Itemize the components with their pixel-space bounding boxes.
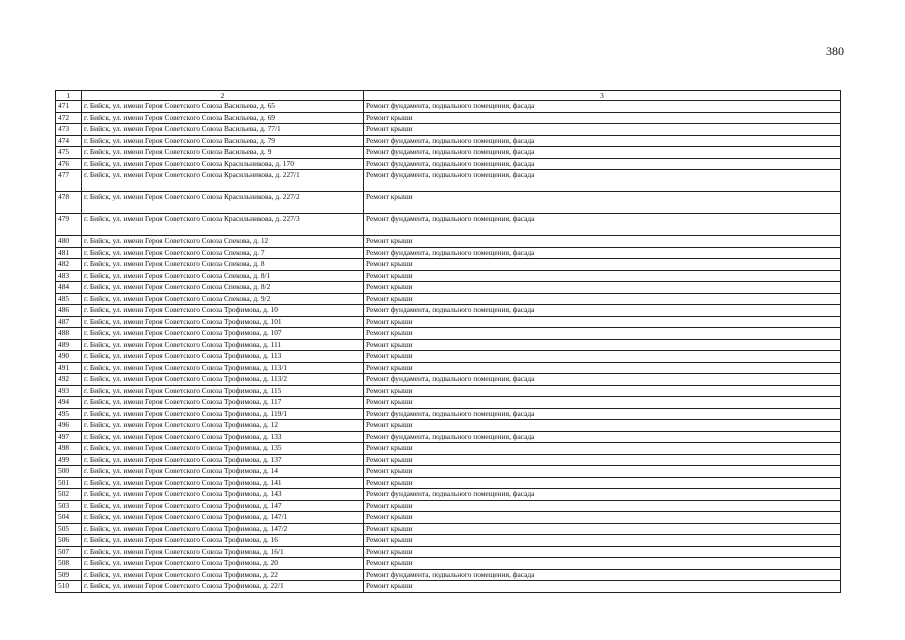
row-work-type: Ремонт крыши bbox=[364, 466, 841, 478]
table-row bbox=[56, 443, 841, 455]
row-address: г. Бийск, ул. имени Героя Советского Союза Трофимова, д. 113 bbox=[82, 351, 364, 363]
row-work-type: Ремонт крыши bbox=[364, 454, 841, 466]
row-address: г. Бийск, ул. имени Героя Советского Союза Трофимова, д. 111 bbox=[82, 339, 364, 351]
row-address: г. Бийск, ул. имени Героя Советского Союза Спекова, д. 8 bbox=[82, 259, 364, 271]
table-row bbox=[56, 247, 841, 259]
table-row bbox=[56, 236, 841, 248]
row-number: 477 bbox=[56, 170, 82, 192]
table-row bbox=[56, 351, 841, 363]
row-work-type: Ремонт фундамента, подвального помещения, фасада bbox=[364, 214, 841, 236]
row-work-type: Ремонт фундамента, подвального помещения, фасада bbox=[364, 170, 841, 192]
row-work-type: Ремонт фундамента, подвального помещения, фасада bbox=[364, 247, 841, 259]
table-body bbox=[56, 91, 841, 593]
row-number: 494 bbox=[56, 397, 82, 409]
row-address: г. Бийск, ул. имени Героя Советского Союза Трофимова, д. 133 bbox=[82, 431, 364, 443]
table-row bbox=[56, 454, 841, 466]
table-row bbox=[56, 512, 841, 524]
row-address: г. Бийск, ул. имени Героя Советского Союза Спекова, д. 8/2 bbox=[82, 282, 364, 294]
row-address: г. Бийск, ул. имени Героя Советского Союза Трофимова, д. 141 bbox=[82, 477, 364, 489]
table-row bbox=[56, 535, 841, 547]
table-header-row bbox=[56, 91, 841, 101]
row-address: г. Бийск, ул. имени Героя Советского Союза Трофимова, д. 147/1 bbox=[82, 512, 364, 524]
row-address: г. Бийск, ул. имени Героя Советского Союза Васильева, д. 9 bbox=[82, 147, 364, 159]
row-work-type: Ремонт фундамента, подвального помещения, фасада bbox=[364, 305, 841, 317]
row-address: г. Бийск, ул. имени Героя Советского Союза Спекова, д. 12 bbox=[82, 236, 364, 248]
row-number: 480 bbox=[56, 236, 82, 248]
header-col-1: 1 bbox=[56, 91, 82, 101]
row-address: г. Бийск, ул. имени Героя Советского Союза Трофимова, д. 101 bbox=[82, 316, 364, 328]
row-number: 472 bbox=[56, 112, 82, 124]
row-address: г. Бийск, ул. имени Героя Советского Союза Васильева, д. 65 bbox=[82, 101, 364, 113]
row-address: г. Бийск, ул. имени Героя Советского Союза Трофимова, д. 143 bbox=[82, 489, 364, 501]
row-number: 506 bbox=[56, 535, 82, 547]
table-row bbox=[56, 431, 841, 443]
table-row bbox=[56, 397, 841, 409]
table-row bbox=[56, 170, 841, 192]
row-address: г. Бийск, ул. имени Героя Советского Союза Трофимова, д. 115 bbox=[82, 385, 364, 397]
row-work-type: Ремонт крыши bbox=[364, 270, 841, 282]
row-work-type: Ремонт крыши bbox=[364, 546, 841, 558]
row-number: 501 bbox=[56, 477, 82, 489]
row-address: г. Бийск, ул. имени Героя Советского Союза Трофимова, д. 107 bbox=[82, 328, 364, 340]
table-row bbox=[56, 158, 841, 170]
table-row bbox=[56, 214, 841, 236]
row-work-type: Ремонт крыши bbox=[364, 385, 841, 397]
row-number: 483 bbox=[56, 270, 82, 282]
table-row bbox=[56, 339, 841, 351]
row-work-type: Ремонт фундамента, подвального помещения, фасада bbox=[364, 147, 841, 159]
table-row bbox=[56, 112, 841, 124]
row-work-type: Ремонт крыши bbox=[364, 558, 841, 570]
row-work-type: Ремонт крыши bbox=[364, 293, 841, 305]
row-number: 503 bbox=[56, 500, 82, 512]
row-number: 485 bbox=[56, 293, 82, 305]
row-number: 502 bbox=[56, 489, 82, 501]
row-number: 495 bbox=[56, 408, 82, 420]
row-number: 500 bbox=[56, 466, 82, 478]
row-address: г. Бийск, ул. имени Героя Советского Союза Трофимова, д. 12 bbox=[82, 420, 364, 432]
row-address: г. Бийск, ул. имени Героя Советского Союза Трофимова, д. 20 bbox=[82, 558, 364, 570]
row-work-type: Ремонт крыши bbox=[364, 420, 841, 432]
table-row bbox=[56, 147, 841, 159]
row-work-type: Ремонт крыши bbox=[364, 512, 841, 524]
row-work-type: Ремонт крыши bbox=[364, 236, 841, 248]
table-row bbox=[56, 385, 841, 397]
row-address: г. Бийск, ул. имени Героя Советского Союза Красильникова, д. 227/1 bbox=[82, 170, 364, 192]
row-number: 488 bbox=[56, 328, 82, 340]
row-number: 505 bbox=[56, 523, 82, 535]
row-number: 504 bbox=[56, 512, 82, 524]
row-work-type: Ремонт крыши bbox=[364, 535, 841, 547]
row-address: г. Бийск, ул. имени Героя Советского Союза Васильева, д. 77/1 bbox=[82, 124, 364, 136]
row-address: г. Бийск, ул. имени Героя Советского Союза Трофимова, д. 147 bbox=[82, 500, 364, 512]
row-work-type: Ремонт крыши bbox=[364, 192, 841, 214]
row-number: 473 bbox=[56, 124, 82, 136]
row-number: 482 bbox=[56, 259, 82, 271]
row-work-type: Ремонт фундамента, подвального помещения, фасада bbox=[364, 489, 841, 501]
table-row bbox=[56, 282, 841, 294]
table-row bbox=[56, 420, 841, 432]
table-row bbox=[56, 192, 841, 214]
row-address: г. Бийск, ул. имени Героя Советского Союза Красильникова, д. 227/2 bbox=[82, 192, 364, 214]
header-col-3: 3 bbox=[364, 91, 841, 101]
table-row bbox=[56, 408, 841, 420]
table-row bbox=[56, 124, 841, 136]
row-address: г. Бийск, ул. имени Героя Советского Союза Спекова, д. 9/2 bbox=[82, 293, 364, 305]
row-address: г. Бийск, ул. имени Героя Советского Союза Трофимова, д. 119/1 bbox=[82, 408, 364, 420]
table-row bbox=[56, 270, 841, 282]
table-row bbox=[56, 466, 841, 478]
table-row bbox=[56, 546, 841, 558]
row-number: 499 bbox=[56, 454, 82, 466]
table-row bbox=[56, 316, 841, 328]
row-address: г. Бийск, ул. имени Героя Советского Союза Трофимова, д. 135 bbox=[82, 443, 364, 455]
row-address: г. Бийск, ул. имени Героя Советского Союза Васильева, д. 69 bbox=[82, 112, 364, 124]
row-address: г. Бийск, ул. имени Героя Советского Союза Трофимова, д. 22 bbox=[82, 569, 364, 581]
table-row bbox=[56, 362, 841, 374]
row-number: 498 bbox=[56, 443, 82, 455]
row-address: г. Бийск, ул. имени Героя Советского Союза Трофимова, д. 16 bbox=[82, 535, 364, 547]
row-address: г. Бийск, ул. имени Героя Советского Союза Трофимова, д. 16/1 bbox=[82, 546, 364, 558]
row-number: 474 bbox=[56, 135, 82, 147]
row-number: 509 bbox=[56, 569, 82, 581]
table-row bbox=[56, 259, 841, 271]
row-work-type: Ремонт фундамента, подвального помещения, фасада bbox=[364, 408, 841, 420]
row-address: г. Бийск, ул. имени Героя Советского Союза Трофимова, д. 147/2 bbox=[82, 523, 364, 535]
table-row bbox=[56, 581, 841, 593]
row-address: г. Бийск, ул. имени Героя Советского Союза Спекова, д. 8/1 bbox=[82, 270, 364, 282]
row-number: 489 bbox=[56, 339, 82, 351]
table-row bbox=[56, 101, 841, 113]
row-number: 510 bbox=[56, 581, 82, 593]
row-address: г. Бийск, ул. имени Героя Советского Союза Трофимова, д. 137 bbox=[82, 454, 364, 466]
page-number: 380 bbox=[826, 44, 844, 58]
row-work-type: Ремонт крыши bbox=[364, 581, 841, 593]
table-row bbox=[56, 135, 841, 147]
row-work-type: Ремонт крыши bbox=[364, 328, 841, 340]
row-number: 496 bbox=[56, 420, 82, 432]
row-number: 478 bbox=[56, 192, 82, 214]
row-number: 491 bbox=[56, 362, 82, 374]
row-work-type: Ремонт крыши bbox=[364, 282, 841, 294]
row-work-type: Ремонт крыши bbox=[364, 112, 841, 124]
row-number: 493 bbox=[56, 385, 82, 397]
row-work-type: Ремонт крыши bbox=[364, 362, 841, 374]
row-address: г. Бийск, ул. имени Героя Советского Союза Трофимова, д. 22/1 bbox=[82, 581, 364, 593]
row-work-type: Ремонт крыши bbox=[364, 351, 841, 363]
row-work-type: Ремонт фундамента, подвального помещения, фасада bbox=[364, 158, 841, 170]
row-number: 479 bbox=[56, 214, 82, 236]
table-row bbox=[56, 374, 841, 386]
row-work-type: Ремонт крыши bbox=[364, 397, 841, 409]
table-row bbox=[56, 293, 841, 305]
row-work-type: Ремонт крыши bbox=[364, 500, 841, 512]
table-row bbox=[56, 558, 841, 570]
table-row bbox=[56, 523, 841, 535]
row-address: г. Бийск, ул. имени Героя Советского Союза Васильева, д. 79 bbox=[82, 135, 364, 147]
row-work-type: Ремонт фундамента, подвального помещения, фасада bbox=[364, 569, 841, 581]
repair-table bbox=[55, 90, 841, 593]
table-row bbox=[56, 305, 841, 317]
row-work-type: Ремонт крыши bbox=[364, 339, 841, 351]
row-number: 507 bbox=[56, 546, 82, 558]
row-address: г. Бийск, ул. имени Героя Советского Союза Трофимова, д. 117 bbox=[82, 397, 364, 409]
row-number: 508 bbox=[56, 558, 82, 570]
row-address: г. Бийск, ул. имени Героя Советского Союза Трофимова, д. 14 bbox=[82, 466, 364, 478]
row-address: г. Бийск, ул. имени Героя Советского Союза Трофимова, д. 113/2 bbox=[82, 374, 364, 386]
row-address: г. Бийск, ул. имени Героя Советского Союза Спекова, д. 7 bbox=[82, 247, 364, 259]
table-row bbox=[56, 500, 841, 512]
row-address: г. Бийск, ул. имени Героя Советского Союза Трофимова, д. 10 bbox=[82, 305, 364, 317]
row-number: 471 bbox=[56, 101, 82, 113]
row-work-type: Ремонт крыши bbox=[364, 259, 841, 271]
row-work-type: Ремонт крыши bbox=[364, 523, 841, 535]
table-row bbox=[56, 328, 841, 340]
row-address: г. Бийск, ул. имени Героя Советского Союза Трофимова, д. 113/1 bbox=[82, 362, 364, 374]
row-number: 490 bbox=[56, 351, 82, 363]
table-row bbox=[56, 569, 841, 581]
table-row bbox=[56, 477, 841, 489]
row-work-type: Ремонт крыши bbox=[364, 316, 841, 328]
row-number: 497 bbox=[56, 431, 82, 443]
row-number: 481 bbox=[56, 247, 82, 259]
row-number: 475 bbox=[56, 147, 82, 159]
header-col-2: 2 bbox=[82, 91, 364, 101]
table-row bbox=[56, 489, 841, 501]
row-number: 476 bbox=[56, 158, 82, 170]
row-work-type: Ремонт фундамента, подвального помещения, фасада bbox=[364, 374, 841, 386]
row-number: 486 bbox=[56, 305, 82, 317]
row-work-type: Ремонт крыши bbox=[364, 443, 841, 455]
row-number: 484 bbox=[56, 282, 82, 294]
row-work-type: Ремонт крыши bbox=[364, 124, 841, 136]
row-number: 487 bbox=[56, 316, 82, 328]
row-address: г. Бийск, ул. имени Героя Советского Союза Красильникова, д. 170 bbox=[82, 158, 364, 170]
row-work-type: Ремонт фундамента, подвального помещения, фасада bbox=[364, 431, 841, 443]
row-work-type: Ремонт крыши bbox=[364, 477, 841, 489]
row-number: 492 bbox=[56, 374, 82, 386]
row-address: г. Бийск, ул. имени Героя Советского Союза Красильникова, д. 227/3 bbox=[82, 214, 364, 236]
row-work-type: Ремонт фундамента, подвального помещения, фасада bbox=[364, 101, 841, 113]
row-work-type: Ремонт фундамента, подвального помещения, фасада bbox=[364, 135, 841, 147]
